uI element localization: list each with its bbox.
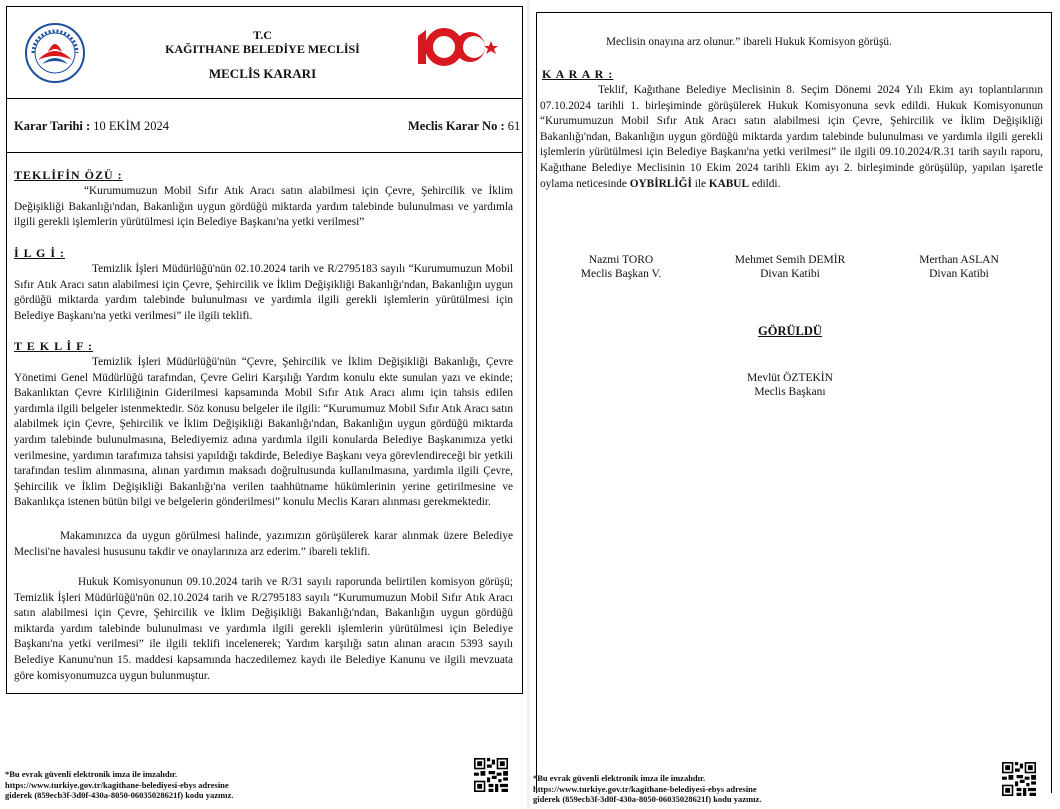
qr-code-icon bbox=[474, 758, 508, 792]
proposal-heading: T E K L İ F : bbox=[14, 339, 94, 353]
approved-heading: GÖRÜLDÜ bbox=[758, 324, 822, 338]
document-page-1 bbox=[0, 0, 527, 809]
commission-text: Hukuk Komisyonunun 09.10.2024 tarih ve R/31 sayılı raporunda belirtilen komisyon görüşü; Temizlik İşleri Müdürlüğü'nün 02.10.2024 tarih ve R/2795183 sayılı “Kurumumuzun Mobil Sıfır Atık Aracı satın alabilmesi için Çevre, Şehircilik ve İklim Değişikliği Bakanlığı'ndan, Bakanlığın uygun gördüğü miktarda yardım talebinde bulunulması ve yardımla ilgili gerekli işlemlerin yürütülmesi için Belediye Başkanı'na yetki verilmesi” ile ilgili teklifi incelenerek; Yardım karşılığı satın alınan aracın 5393 sayılı Belediye Kanunu'nun 15. maddesi kapsamında haczedilemez kaydı ile Belediye Kanunu ve ilgili mevzuata göre komisyonumuzca uygun bulunmuştur. bbox=[14, 576, 513, 682]
proposal-closing-text: Makamınızca da uygun görülmesi halinde, yazımızın görüşülerek karar alınmak üzere Belediye Meclisi'ne havalesi hususunu takdir ve onaylarınıza arz ederim.” ibareli teklifi. bbox=[14, 530, 513, 558]
reference-text: Temizlik İşleri Müdürlüğü'nün 02.10.2024 tarih ve R/2795183 sayılı “Kurumumuzun Mobil Sıfır Atık Aracı satın alabilmesi için Çevre, Şehircilik ve İklim Değişikliği Bakanlığı'ndan, Bakanlığın uygun gördüğü miktarda yardım talebinde bulunulması ve yardımla ilgili gerekli işlemlerin yürütülmesi için Belediye Başkanı'na yetki verilmesi” ile ilgili teklifi. bbox=[14, 263, 513, 322]
summary-heading: TEKLİFİN ÖZÜ : bbox=[14, 168, 123, 182]
commission-closing-text: Meclisin onayına arz olunur.” ibareli Hukuk Komisyon görüşü. bbox=[606, 36, 892, 48]
meta-rule bbox=[6, 152, 522, 153]
qr-code-icon bbox=[1002, 762, 1036, 796]
municipality-logo-icon bbox=[24, 22, 86, 84]
decision-date-value: 10 EKİM 2024 bbox=[93, 119, 169, 133]
mayor-title: Meclis Başkanı bbox=[754, 386, 826, 398]
signature-block bbox=[541, 253, 701, 281]
unanimous-label: OYBİRLİĞİ bbox=[629, 177, 692, 190]
footer-line-2: https://www.turkiye.gov.tr/kagithane-belediyesi-ebys adresine bbox=[5, 779, 229, 790]
decision-text bbox=[540, 83, 1043, 192]
signatory-name: Mehmet Semih DEMİR bbox=[734, 254, 846, 266]
footer-line-1: *Bu evrak güvenli elektronik imza ile imzalıdır. bbox=[533, 773, 706, 783]
summary-text: “Kurumumuzun Mobil Sıfır Atık Aracı satın alabilmesi için Çevre, Şehircilik ve İklim Değişikliği Bakanlığı'ndan, Bakanlığın uygun gördüğü miktarda yardım talebinde bulunulması ve yardımla ilgili gerekli işlemlerin yürütülmesi için Belediye Başkanı'na yetki verilmesi” bbox=[14, 185, 513, 229]
footer-line-3: giderek (859ecb3f-3d0f-430a-8050-06035028621f) kodu yazınız. bbox=[5, 790, 234, 800]
signatory-name: Merthan ASLAN bbox=[919, 254, 999, 266]
footer-line-2: https://www.turkiye.gov.tr/kagithane-belediyesi-ebys adresine bbox=[533, 783, 757, 794]
footer-line-3: giderek (859ecb3f-3d0f-430a-8050-06035028621f) kodu yazınız. bbox=[533, 794, 762, 804]
header-rule bbox=[6, 98, 522, 99]
council-name: KAĞITHANE BELEDİYE MECLİSİ bbox=[165, 42, 360, 56]
decision-date-label: Karar Tarihi : bbox=[14, 119, 91, 133]
decision-heading: K A R A R : bbox=[542, 67, 614, 81]
org-label: T.C bbox=[253, 28, 272, 42]
footer-line-1: *Bu evrak güvenli elektronik imza ile imzalıdır. bbox=[5, 769, 178, 779]
signatory-title: Divan Katibi bbox=[929, 268, 989, 280]
decision-connector: ile bbox=[694, 177, 706, 190]
reference-heading: İ L G İ : bbox=[14, 246, 66, 260]
accepted-label: KABUL bbox=[708, 177, 750, 190]
e-signature-note bbox=[533, 773, 761, 805]
signatory-title: Divan Katibi bbox=[760, 268, 820, 280]
signature-block bbox=[710, 253, 870, 281]
centennial-logo-icon bbox=[412, 24, 504, 80]
decision-date bbox=[14, 119, 169, 134]
decision-number bbox=[408, 119, 520, 134]
decision-body: Teklif, Kağıthane Belediye Meclisinin 8. Seçim Dönemi 2024 Yılı Ekim ayı toplantılarının 07.10.2024 tarihli 1. birleşiminde görüşülerek Hukuk Komisyonuna sevk edildi. Hukuk Komisyonunun “Kurumumuzun Mobil Sıfır Atık Aracı satın alabilmesi için Çevre, Şehircilik ve İklim Değişikliği Bakanlığı'ndan, Bakanlığın uygun gördüğü miktarda yardım talebinde bulunulması ve yardımla ilgili gerekli işlemlerin yürütülmesi için Belediye Başkanı'na yetki verilmesi” ile ilgili 09.10.2024/R.31 tarih sayılı raporu, Kağıthane Belediye Meclisinin 10 Ekim 2024 tarihli Ekim ayı 2. birleşiminde görüşülüp, yapılan işaretle oylama neticesinde bbox=[540, 84, 1043, 190]
signatory-title: Meclis Başkan V. bbox=[580, 268, 662, 280]
document-title: MECLİS KARARI bbox=[208, 66, 317, 81]
decision-number-value: 61 bbox=[507, 119, 521, 133]
decision-end: edildi. bbox=[751, 177, 781, 190]
e-signature-note bbox=[5, 769, 233, 801]
proposal-text: Temizlik İşleri Müdürlüğü'nün “Çevre, Şehircilik ve İklim Değişikliği Bakanlığı, Çevre Yönetimi Genel Müdürlüğü tarafından, Çevre Geliri Karşılığı Yardım konulu ekte sunulan yazı ve ekinde; Bakanlıktan Çevre Kirliliğinin Giderilmesi kapsamında Mobil Sıfır Atık Aracı alımı için tahsis edilen yardımla ilgili belgeler istenmektedir. Söz konusu belgeler ile ilgili: “Kurumumuz Mobil Sıfır Atık Aracı satın alabilmek için Çevre, Şehircilik ve İklim Değişikliği Bakanlığı'ndan, Bakanlığın uygun gördüğü miktarda yardım talebinde bulunulmasına, Belediyemiz adına yardımla ilgili konularda Belediye Başkanımıza yetki verilmesine, yardımın tarafımıza tahsisi yapıldığı takdirde, Belediye Başkanı veya görevlendireceği bir yetkili tarafından teslim alınmasına, alınan yardımın maksadı doğrultusunda kullanılmasına, yardımla ilgili Çevre, Şehircilik ve İklim Değişikliği Bakanlığı'na verilen taahhütname hükümlerinin yerine getirilmesine ve Bakanlıkça istenen bütün bilgi ve belgelerin gönderilmesi” konulu Meclis Kararı alınması gerekmektedir. bbox=[14, 356, 513, 509]
mayor-name: Mevlüt ÖZTEKİN bbox=[747, 372, 833, 384]
mayor-signature-block bbox=[710, 371, 870, 399]
signature-block bbox=[879, 253, 1039, 281]
signatory-name: Nazmi TORO bbox=[588, 254, 654, 266]
decision-number-label: Meclis Karar No : bbox=[408, 119, 505, 133]
